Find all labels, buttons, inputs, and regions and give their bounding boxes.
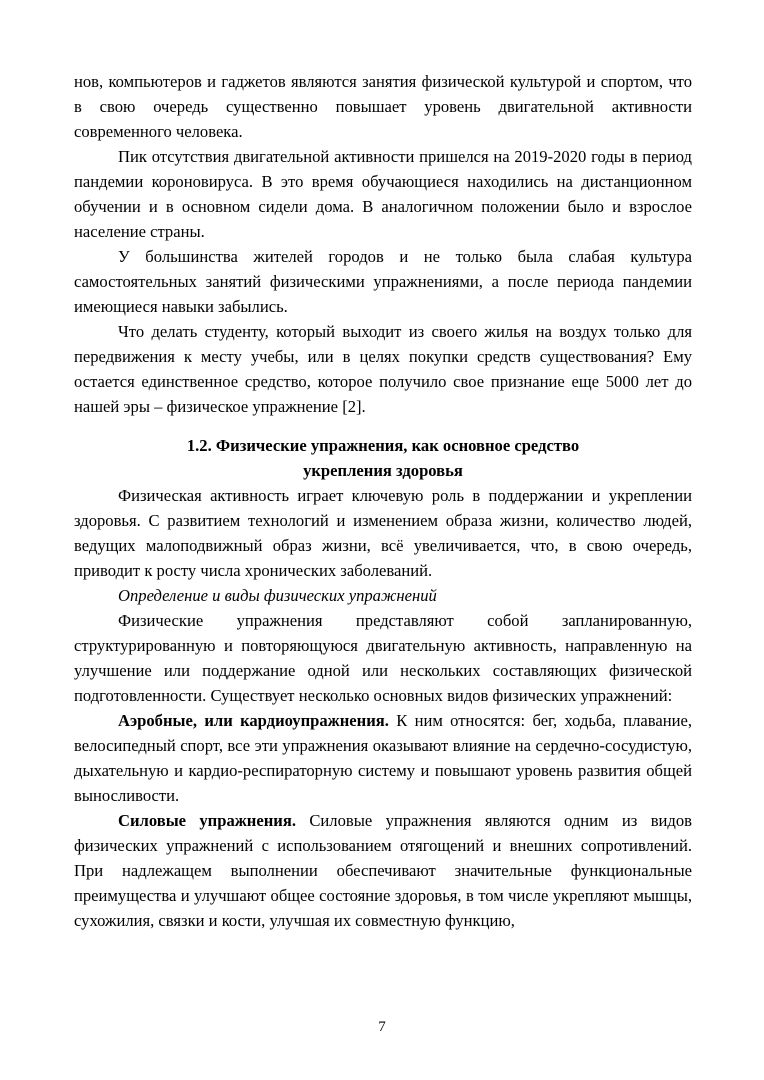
section-heading-line-1: 1.2. Физические упражнения, как основное средство bbox=[186, 436, 580, 455]
aerobic-text: К ним относятся: бег, ходьба, плавание, велосипедный спорт, все эти упражнения оказывают влияние на сердечно-сосудистую, дыхательную и кардио-респираторную систему и повышают уровень развития общей выносливости. bbox=[74, 711, 693, 805]
subheading-definition: Определение и виды физических упражнений bbox=[118, 586, 437, 605]
paragraph-intro: Физическая активность играет ключевую роль в поддержании и укреплении здоровья. С развитием технологий и изменением образа жизни, количество людей, ведущих малоподвижный образ жизни, всё увеличивается, что, в свою очередь, приводит к росту числа хронических заболеваний. bbox=[74, 486, 692, 580]
paragraph-student: Что делать студенту, который выходит из своего жилья на воздух только для передвижения к месту учебы, или в целях покупки средств существования? Ему остается единственное средство, которое получило свое признание еще 5000 лет до нашей эры – физическое упражнение [2]. bbox=[74, 322, 692, 416]
paragraph-definition: Физические упражнения представляют собой запланированную, структурированную и повторяющуюся двигательную активность, направленную на улучшение или поддержание одной или нескольких составляющих физической подготовленности. Существует несколько основных видов физических упражнений: bbox=[74, 611, 692, 705]
section-heading bbox=[74, 433, 692, 483]
paragraph-pandemic: Пик отсутствия двигательной активности пришелся на 2019-2020 годы в период пандемии короновируса. В это время обучающиеся находились на дистанционном обучении и в основном сидели дома. В аналогичном положении было и взрослое население страны. bbox=[74, 147, 692, 241]
strength-text: Силовые упражнения являются одним из видов физических упражнений с использованием отягощений и внешних сопротивлений. При надлежащем выполнении обеспечивают значительные функциональные преимущества и улучшают общее состояние здоровья, в том числе укрепляют мышцы, сухожилия, связки и кости, улучшая их совместную функцию, bbox=[74, 811, 693, 930]
paragraph-strength bbox=[74, 808, 692, 933]
page-number: 7 bbox=[378, 1019, 386, 1035]
paragraph-city-residents: У большинства жителей городов и не только была слабая культура самостоятельных занятий физическими упражнениями, а после периода пандемии имеющиеся навыки забылись. bbox=[74, 247, 692, 316]
document-page bbox=[74, 69, 692, 933]
paragraph-aerobic bbox=[74, 708, 692, 808]
section-heading-line-2: укрепления здоровья bbox=[303, 461, 463, 480]
strength-lead: Силовые упражнения. bbox=[118, 811, 296, 830]
paragraph-continuation: нов, компьютеров и гаджетов являются занятия физической культурой и спортом, что в свою очередь существенно повышает уровень двигательной активности современного человека. bbox=[74, 72, 692, 141]
aerobic-lead: Аэробные, или кардиоупражнения. bbox=[118, 711, 389, 730]
